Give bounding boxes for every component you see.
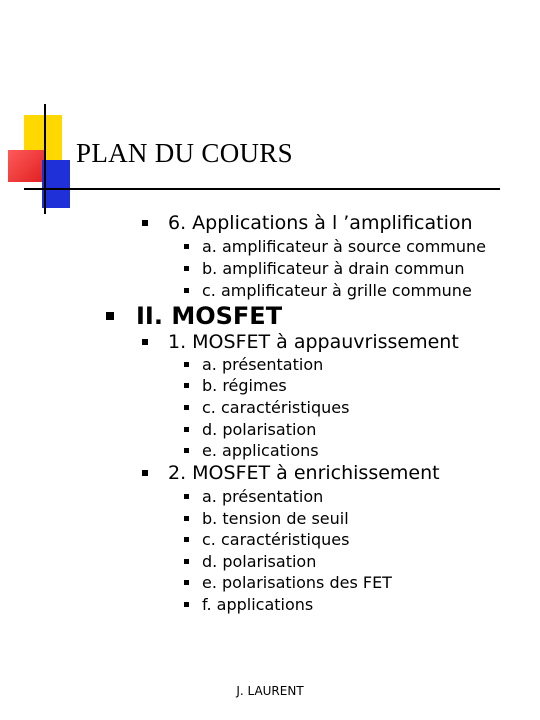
outline-subitem-label: b. régimes [202, 376, 287, 395]
outline-subitem [202, 441, 319, 460]
slide-title: PLAN DU COURS [76, 138, 293, 168]
outline-subitem [202, 237, 486, 256]
outline-subitem [202, 573, 392, 592]
decor-blue-square [42, 160, 70, 208]
bullet-icon [142, 220, 148, 226]
outline-subitem-label: c. caractéristiques [202, 530, 350, 549]
outline-item-enrichissement [168, 462, 440, 484]
decor-red-square [8, 150, 44, 182]
outline-subitem-label: a. présentation [202, 487, 324, 506]
bullet-icon [184, 427, 189, 432]
bullet-icon [184, 266, 189, 271]
bullet-icon [142, 339, 148, 345]
outline-subitem-label: e. applications [202, 441, 319, 460]
bullet-icon [184, 559, 189, 564]
bullet-icon [184, 405, 189, 410]
outline-subitem-label: d. polarisation [202, 420, 317, 439]
outline-subitem [202, 595, 313, 614]
outline-item-appauvrissement [168, 331, 459, 353]
outline-subitem-label: b. amplificateur à drain commun [202, 259, 465, 278]
decor-vertical-line [44, 104, 46, 214]
outline-subitem [202, 509, 349, 528]
outline-subitem [202, 420, 316, 439]
outline-subitem-label: f. applications [202, 595, 314, 614]
outline-subitem-label: a. amplificateur à source commune [202, 237, 487, 256]
bullet-icon [106, 312, 114, 320]
bullet-icon [184, 288, 189, 293]
bullet-icon [184, 537, 189, 542]
outline-section-label: II. MOSFET [136, 302, 283, 330]
outline-subitem [202, 355, 323, 374]
outline-item-applications [168, 212, 473, 234]
bullet-icon [184, 602, 189, 607]
outline-item-label: 2. MOSFET à enrichissement [168, 462, 440, 484]
outline-subitem-label: c. amplificateur à grille commune [202, 281, 472, 300]
outline-subitem [202, 376, 287, 395]
bullet-icon [184, 494, 189, 499]
outline-subitem [202, 530, 349, 549]
outline-subitem [202, 398, 349, 417]
outline-subitem-label: c. caractéristiques [202, 398, 350, 417]
outline-subitem-label: b. tension de seuil [202, 509, 349, 528]
outline-subitem-label: e. polarisations des FET [202, 573, 392, 592]
outline-item-label: 1. MOSFET à appauvrissement [168, 331, 459, 353]
title-underline [24, 188, 500, 190]
outline-item-label: 6. Applications à l ’amplification [168, 212, 473, 234]
bullet-icon [184, 448, 189, 453]
bullet-icon [142, 470, 148, 476]
outline-subitem [202, 552, 316, 571]
bullet-icon [184, 516, 189, 521]
bullet-icon [184, 580, 189, 585]
bullet-icon [184, 383, 189, 388]
bullet-icon [184, 244, 189, 249]
outline-subitem [202, 281, 472, 300]
bullet-icon [184, 362, 189, 367]
outline-subitem [202, 259, 465, 278]
outline-subitem [202, 487, 323, 506]
outline-subitem-label: a. présentation [202, 355, 324, 374]
outline-section-mosfet [136, 302, 282, 330]
outline-subitem-label: d. polarisation [202, 552, 317, 571]
author-footer: J. LAURENT [236, 684, 304, 698]
